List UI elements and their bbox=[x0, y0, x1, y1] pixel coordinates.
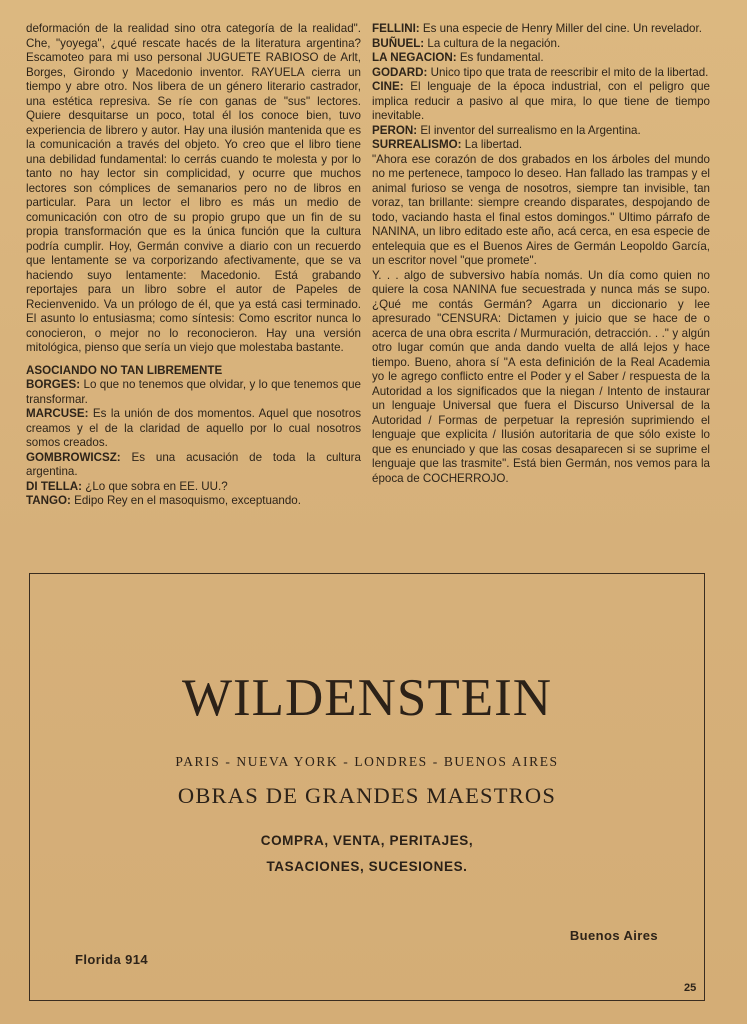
association-term: MARCUSE: bbox=[26, 407, 89, 420]
right-column bbox=[372, 22, 710, 486]
page-number: 25 bbox=[684, 982, 697, 994]
association-entry bbox=[372, 124, 710, 139]
ad-brand-name: WILDENSTEIN bbox=[181, 669, 553, 727]
association-text: El lenguaje de la época industrial, con el peligro que implica reducir a pasivo al que mira, lo que tiene de tiempo inevitable. bbox=[372, 80, 710, 122]
association-text: Unico tipo que trata de reescribir el mito de la libertad. bbox=[427, 65, 709, 79]
association-entry bbox=[372, 80, 710, 124]
wildenstein-advertisement bbox=[29, 573, 705, 1001]
association-term: PERON: bbox=[372, 123, 418, 137]
association-text: Es una acusación de toda la cultura argentina. bbox=[26, 450, 361, 478]
association-entry bbox=[26, 407, 361, 451]
association-entry bbox=[26, 378, 361, 407]
association-entry bbox=[372, 138, 710, 153]
censorship-paragraph: Y. . . algo de subversivo había nomás. Un día como quien no quiere la cosa NANINA fue secuestrada y nunca más se supo. ¿Qué me contás Germán? Agarra un diccionario y lee apresurado "CENSURA: Dictamen y juicio que se hace de o acerca de una obra escrita / Murmuración, detracción. . ." y algún otro lugar común que anda dando vuelta de allá lejos y hace tiempo. Bueno, ahora sí "A esta definición de la Real Academia yo le agrego conflicto entre el Poder y el Saber / respuesta de la Autoridad a los significados que la niegan / Intento de instaurar un lenguaje Universal que fuera el Discurso Universal de la Autoridad / Formas de perpetuar la represión suprimiendo el lenguaje que explicita / Ilusión autoritaria de que sólo existe lo que es enunciado y que las cosas desaparecen si se suprime el lenguaje que las trasmite". Está bien Germán, nos vemos para la época de COCHERROJO. bbox=[372, 268, 710, 485]
interview-paragraph: deformación de la realidad sino otra categoría de la realidad". Che, "yoyega", ¿qué rescate hacés de la literatura argentina? Escamoteo para mi uso personal JUGUETE RABIOSO de Arlt, Borges, Girondo y Macedonio inventor. RAYUELA cierra un tiempo y abre otro. Nos libera de un género literario castrador, una estética represiva. Se ríe con ganas de "sus" lectores. Quiere desquitarse un poco, total él los conoce bien, tuvo experiencia de librero y autor. Hay una ilusión mantenida que es la comunicación a través del objeto. Yo creo que el libro tiene una debilidad fundamental: lo cerrás cuando te molesta y por lo tanto no hay lector sin complicidad, y ocurre que muchos lectores son cómplices de semanarios pero no de libros en particular. Para un lector el libro es más un medio de comunicación con otro de su propio grupo que un fin de su propia transformación que es la única función que la cultura podría cumplir. Hoy, Germán convive a diario con un recuerdo que lentamente se va corporizando afectivamente, que se va haciendo suyo lentamente: Macedonio. Está grabando reportajes para un libro sobre el autor de Papeles de Recienvenido. Va un prólogo de él, que ya está casi terminado. El asunto lo entusiasma; como síntesis: Como escritor nunca lo conocieron, o mejor no lo reconocieron. Hay una versión mitológica, pienso que sería un viejo que molestaba bastante. bbox=[26, 22, 361, 354]
association-text: Lo que no tenemos que olvidar, y lo que tenemos que transformar. bbox=[26, 378, 361, 406]
association-entry bbox=[26, 480, 361, 495]
ad-city: Buenos Aires bbox=[569, 928, 658, 943]
association-text: Edipo Rey en el masoquismo, exceptuando. bbox=[70, 494, 301, 507]
association-text: Es una especie de Henry Miller del cine. Un revelador. bbox=[419, 22, 702, 35]
association-term: GOMBROWICSZ: bbox=[26, 450, 121, 464]
nanina-quote-paragraph: "Ahora ese corazón de dos grabados en los árboles del mundo no me pertenece, tampoco lo deseo. Han fallado las trampas y el animal furioso se venga de nosotros, siempre tan invisible, tan voraz, tan brillante: siempre creando disparates, despojando de todo, vaciando hasta el final estos domingos." Ultimo párrafo de NANINA, un libro editado este año, acá cerca, en esa especie de entelequia que es el Buenos Aires de Germán Leopoldo García, un escritor novel "que promete". bbox=[372, 152, 710, 267]
association-entry bbox=[372, 22, 710, 37]
association-text: La cultura de la negación. bbox=[424, 36, 561, 50]
association-term: BORGES: bbox=[26, 378, 81, 391]
association-text: El inventor del surrealismo en la Argentina. bbox=[417, 123, 641, 137]
association-text: ¿Lo que sobra en EE. UU.? bbox=[82, 479, 228, 493]
section-subhead: ASOCIANDO NO TAN LIBREMENTE bbox=[26, 363, 223, 377]
ad-services-line: TASACIONES, SUCESIONES. bbox=[266, 859, 468, 874]
association-text: Es fundamental. bbox=[456, 51, 544, 64]
association-term: SURREALISMO: bbox=[372, 138, 462, 151]
ad-cities: PARIS - NUEVA YORK - LONDRES - BUENOS AIRES bbox=[175, 754, 559, 769]
left-column bbox=[26, 22, 361, 509]
association-entry bbox=[372, 37, 710, 52]
association-term: CINE: bbox=[372, 80, 404, 93]
association-term: FELLINI: bbox=[372, 22, 420, 35]
ad-services-line: COMPRA, VENTA, PERITAJES, bbox=[260, 833, 474, 848]
association-term: LA NEGACION: bbox=[372, 51, 457, 64]
association-entry bbox=[26, 494, 361, 509]
association-entry bbox=[372, 66, 710, 81]
association-term: TANGO: bbox=[26, 494, 71, 507]
ad-tagline: OBRAS DE GRANDES MAESTROS bbox=[177, 783, 557, 808]
association-entry bbox=[372, 51, 710, 66]
ad-address: Florida 914 bbox=[75, 952, 149, 967]
association-term: DI TELLA: bbox=[26, 479, 83, 493]
association-term: GODARD: bbox=[372, 65, 428, 79]
association-term: BUÑUEL: bbox=[372, 36, 425, 50]
association-text: La libertad. bbox=[461, 138, 523, 151]
association-text: Es la unión de dos momentos. Aquel que nosotros creamos y el de la claridad de aquello por lo cual nosotros somos creados. bbox=[26, 407, 361, 449]
association-entry bbox=[26, 451, 361, 480]
ad-services bbox=[30, 828, 704, 880]
